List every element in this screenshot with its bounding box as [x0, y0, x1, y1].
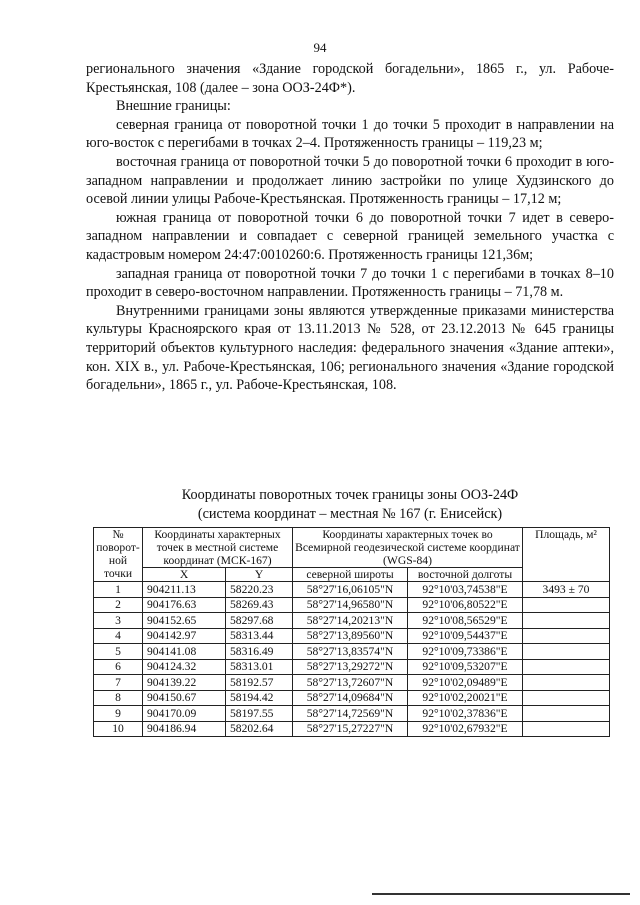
- cell-number: 9: [94, 706, 143, 722]
- header-area: Площадь, м²: [523, 528, 610, 582]
- cell-latitude: 58°27'14,20213"N: [293, 613, 408, 629]
- cell-latitude: 58°27'14,72569"N: [293, 706, 408, 722]
- header-x: X: [143, 568, 226, 582]
- header-wgs-coordinates: Координаты характерных точек во Всемирной геодезической системе координат (WGS-84): [293, 528, 523, 568]
- cell-number: 7: [94, 675, 143, 691]
- cell-latitude: 58°27'13,83574"N: [293, 644, 408, 660]
- cell-x: 904170.09: [143, 706, 226, 722]
- cell-area-empty: [523, 675, 610, 691]
- header-y: Y: [226, 568, 293, 582]
- cell-longitude: 92°10'09,53207"E: [408, 659, 523, 675]
- cell-y: 58194.42: [226, 690, 293, 706]
- table-row: [94, 628, 610, 644]
- table-row: [94, 613, 610, 629]
- cell-longitude: 92°10'02,67932"E: [408, 721, 523, 737]
- bottom-rule: [372, 893, 630, 895]
- cell-x: 904141.08: [143, 644, 226, 660]
- table-row: [94, 706, 610, 722]
- header-latitude: северной широты: [293, 568, 408, 582]
- body-text: [86, 60, 614, 395]
- paragraph: Внутренними границами зоны являются утвержденные приказами министерства культуры Красноярского края от 13.11.2013 № 528, от 23.12.2013 № 645 границы территорий объектов культурного наследия: федерального значения «Здание аптеки», кон. XIX в., ул. Рабоче-Крестьянская, 106; регионального значения «Здание городской богадельни», 1865 г., ул. Рабоче-Крестьянская, 108.: [86, 302, 614, 394]
- cell-x: 904142.97: [143, 628, 226, 644]
- cell-area-empty: [523, 613, 610, 629]
- cell-x: 904211.13: [143, 582, 226, 598]
- table-row: [94, 659, 610, 675]
- cell-area-empty: [523, 721, 610, 737]
- table-row: [94, 582, 610, 598]
- cell-y: 58220.23: [226, 582, 293, 598]
- cell-latitude: 58°27'13,72607"N: [293, 675, 408, 691]
- paragraph: Внешние границы:: [116, 98, 231, 115]
- cell-x: 904176.63: [143, 597, 226, 613]
- cell-area-empty: [523, 659, 610, 675]
- cell-y: 58202.64: [226, 721, 293, 737]
- table-title: [86, 486, 614, 523]
- cell-number: 1: [94, 582, 143, 598]
- page-number: 94: [313, 40, 327, 55]
- cell-area-empty: [523, 690, 610, 706]
- cell-longitude: 92°10'02,37836"E: [408, 706, 523, 722]
- cell-x: 904150.67: [143, 690, 226, 706]
- cell-y: 58313.01: [226, 659, 293, 675]
- cell-number: 5: [94, 644, 143, 660]
- cell-area-empty: [523, 628, 610, 644]
- cell-latitude: 58°27'15,27227"N: [293, 721, 408, 737]
- header-longitude: восточной долготы: [408, 568, 523, 582]
- cell-latitude: 58°27'13,89560"N: [293, 628, 408, 644]
- table-row: [94, 721, 610, 737]
- cell-latitude: 58°27'16,06105"N: [293, 582, 408, 598]
- cell-area-empty: [523, 597, 610, 613]
- table-row: [94, 690, 610, 706]
- cell-x: 904186.94: [143, 721, 226, 737]
- paragraph: регионального значения «Здание городской богадельни», 1865 г., ул. Рабоче-Крестьянская, 108 (далее – зона ООЗ-24Ф*).: [86, 61, 614, 96]
- paragraph: западная граница от поворотной точки 7 до точки 1 с перегибами в точках 8–10 проходит в северо-восточном направлении. Протяженность границы – 71,78 м.: [86, 265, 614, 301]
- cell-x: 904124.32: [143, 659, 226, 675]
- cell-y: 58192.57: [226, 675, 293, 691]
- cell-latitude: 58°27'14,09684"N: [293, 690, 408, 706]
- table-row: [94, 675, 610, 691]
- cell-longitude: 92°10'06,80522"E: [408, 597, 523, 613]
- cell-y: 58197.55: [226, 706, 293, 722]
- cell-latitude: 58°27'13,29272"N: [293, 659, 408, 675]
- cell-x: 904152.65: [143, 613, 226, 629]
- paragraph: северная граница от поворотной точки 1 до точки 5 проходит в направлении на юго-восток с перегибами в точках 2–4. Протяженность границы – 119,23 м;: [86, 116, 614, 152]
- cell-number: 3: [94, 613, 143, 629]
- coordinates-table: [93, 527, 610, 737]
- paragraph: южная граница от поворотной точки 6 до поворотной точки 7 идет в северо-западном направлении и совпадает с северной границей земельного участка с кадастровым номером 24:47:0010260:6. Протяженность границы 121,36м;: [86, 209, 614, 263]
- cell-area: 3493 ± 70: [523, 582, 610, 598]
- cell-number: 4: [94, 628, 143, 644]
- cell-number: 2: [94, 597, 143, 613]
- table-row: [94, 644, 610, 660]
- cell-number: 6: [94, 659, 143, 675]
- paragraph: восточная граница от поворотной точки 5 до поворотной точки 6 проходит в юго-западном направлении и продолжает линию застройки по улице Худзинского до осевой линии улицы Рабоче-Крестьянская. Протяженность границы – 17,12 м;: [86, 153, 614, 208]
- header-local-coordinates: Координаты характерных точек в местной системе координат (МСК-167): [143, 528, 293, 568]
- cell-number: 8: [94, 690, 143, 706]
- cell-y: 58316.49: [226, 644, 293, 660]
- cell-y: 58269.43: [226, 597, 293, 613]
- cell-y: 58313.44: [226, 628, 293, 644]
- cell-x: 904139.22: [143, 675, 226, 691]
- cell-longitude: 92°10'09,73386"E: [408, 644, 523, 660]
- header-point-number: № поворот-ной точки: [94, 528, 143, 582]
- table-title-line: (система координат – местная № 167 (г. Енисейск): [197, 505, 503, 522]
- table-title-line: Координаты поворотных точек границы зоны ООЗ-24Ф: [181, 487, 519, 503]
- cell-longitude: 92°10'09,54437"E: [408, 628, 523, 644]
- table-row: [94, 597, 610, 613]
- cell-longitude: 92°10'08,56529"E: [408, 613, 523, 629]
- cell-longitude: 92°10'02,09489"E: [408, 675, 523, 691]
- cell-y: 58297.68: [226, 613, 293, 629]
- cell-longitude: 92°10'02,20021"E: [408, 690, 523, 706]
- cell-number: 10: [94, 721, 143, 737]
- cell-longitude: 92°10'03,74538"E: [408, 582, 523, 598]
- cell-latitude: 58°27'14,96580"N: [293, 597, 408, 613]
- cell-area-empty: [523, 644, 610, 660]
- cell-area-empty: [523, 706, 610, 722]
